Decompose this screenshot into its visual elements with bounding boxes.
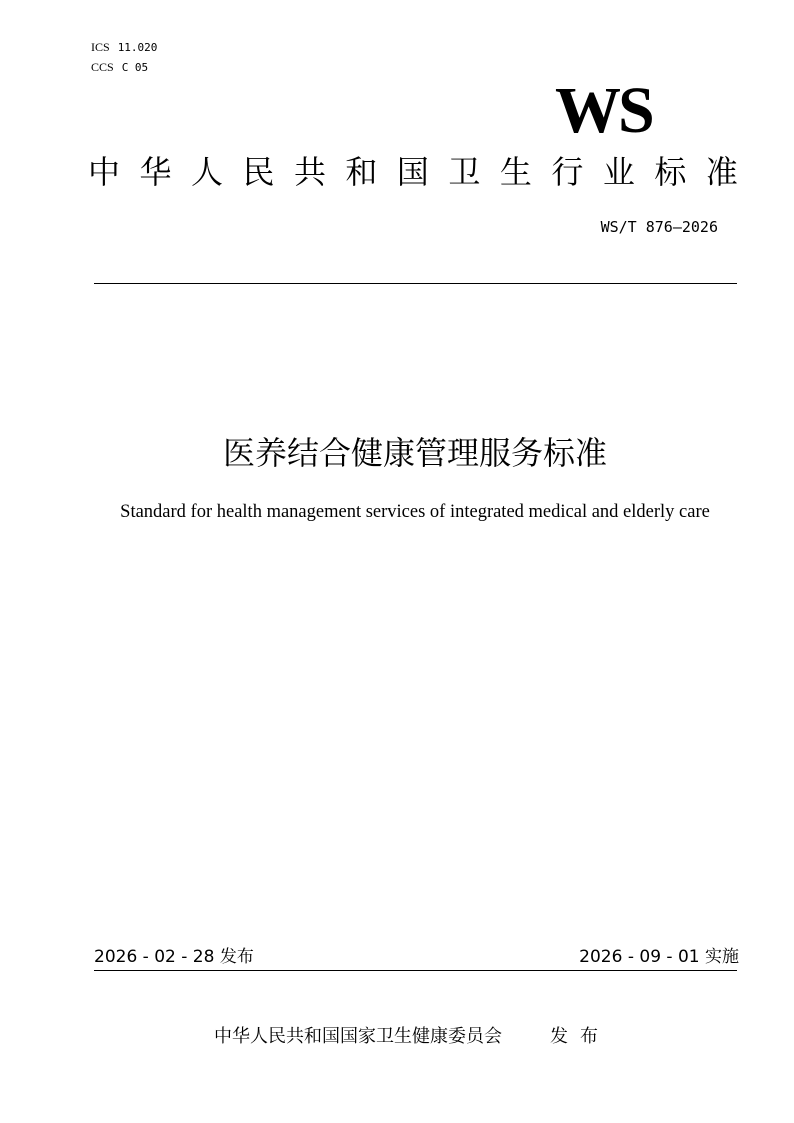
publisher-name: 中华人民共和国国家卫生健康委员会 bbox=[214, 1026, 502, 1047]
ics-line bbox=[91, 40, 157, 55]
standard-type-char: 中 bbox=[88, 153, 121, 191]
top-divider bbox=[94, 283, 737, 284]
standard-number: WS/T 876—2026 bbox=[600, 218, 718, 236]
implementation-date: 2026 - 09 - 01 实施 bbox=[579, 947, 739, 967]
standard-type-char: 业 bbox=[602, 153, 635, 191]
standard-type-char: 准 bbox=[705, 153, 738, 191]
ics-code: 11.020 bbox=[117, 41, 158, 54]
bottom-divider bbox=[94, 970, 737, 971]
standard-type-char: 国 bbox=[396, 153, 429, 191]
title-chinese: 医养结合健康管理服务标准 bbox=[222, 434, 607, 472]
standard-type-char: 共 bbox=[293, 153, 326, 191]
standard-type-char: 行 bbox=[551, 153, 584, 191]
ccs-label: CCS bbox=[91, 60, 114, 74]
standard-type-char: 生 bbox=[499, 153, 532, 191]
ics-label: ICS bbox=[91, 40, 110, 54]
ccs-line bbox=[91, 60, 148, 75]
standard-type-char: 卫 bbox=[448, 153, 481, 191]
standard-type-heading bbox=[88, 150, 738, 194]
standard-type-char: 民 bbox=[242, 153, 275, 191]
standard-type-char: 和 bbox=[345, 153, 378, 191]
standard-type-char: 华 bbox=[139, 153, 172, 191]
ccs-code: C 05 bbox=[121, 61, 149, 74]
title-english: Standard for health management services of integrated medical and elderly care bbox=[120, 502, 710, 522]
release-date: 2026 - 02 - 28 发布 bbox=[94, 947, 254, 967]
publish-label: 发布 bbox=[550, 1026, 610, 1047]
standard-type-char: 人 bbox=[190, 153, 223, 191]
standard-type-char: 标 bbox=[654, 153, 687, 191]
ws-logo: WS bbox=[555, 74, 652, 147]
